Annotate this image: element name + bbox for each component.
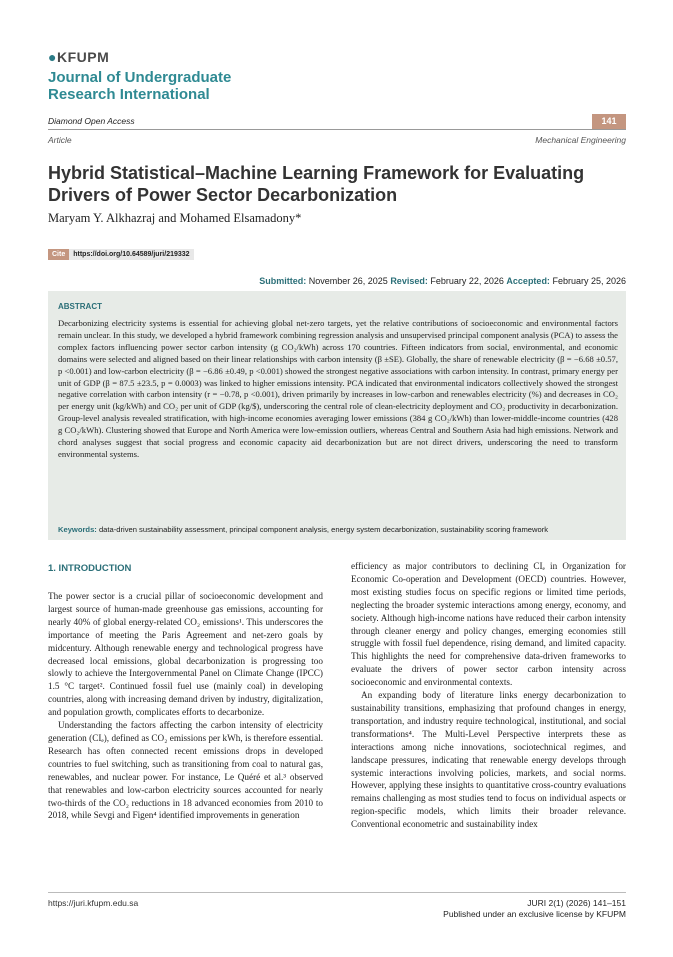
page-number-badge: 141: [592, 114, 626, 129]
paper-authors: Maryam Y. Alkhazraj and Mohamed Elsamadony*: [48, 211, 302, 225]
abstract-text: Decarbonizing electricity systems is essential for achieving global net-zero targets, yet the relative contributions of socioeconomic and environmental factors remain unclear. In this study, we developed a hybrid framework combining regression analysis and unsupervised principal component analysis (PCA) to assess the complex factors influencing power sector carbon intensity (g CO₂/kWh) across 170 countries. Fifteen indicators from social, environmental, and economic domains were selected and aligned based on their linear relationships with carbon intensity (β ±SE). Globally, the share of renewable electricity (β = −6.68 ±0.57, p <0.001) and low-carbon electricity (β = −6.86 ±0.49, p <0.001) showed the strongest negative associations with carbon intensity. In contrast, primary energy per unit of GDP (β = 87.5 ±23.5, p = 0.0003) was linked to higher emissions intensity. PCA indicated that environmental indicators collectively showed the strongest negative correlation with carbon intensity (r = −0.78, p <0.001), driven primarily by increases in low-carbon and renewables electricity (%) and decreases in CO₂ per energy unit (kg/kWh) and CO₂ per unit of GDP (kg/$), underscoring the central role of clean-electricity deployment and CO₂ productivity in decarbonization. Group-level analysis revealed stratification, with high-income economies averaging lower emissions (384 g CO₂/kWh) than lower-middle-income countries (428 g CO₂/kWh). Clustering showed that Europe and North America were low-emission outliers, whereas Central and Southern Asia had high emissions. Network and chord analyses suggest that social progress and economic capacity aid decarbonization but are not direct drivers, underscoring the need to transform environmental systems.: [58, 318, 618, 459]
paragraph: Understanding the factors affecting the carbon intensity of electricity generation (CIₑ), defined as CO₂ emissions per kWh, is therefore essential. Research has often connected recent emissions drops in developed countries to fuel switching, such as transitioning from coal to natural gas, renewables, and nuclear power. For instance, Le Quéré et al.³ observed that renewables and low-carbon electricity sources accounted for nearly two-thirds of the CO₂ reductions in 18 advanced economies from 2010 to 2018, while Sevgi and Figen⁴ identified improvements in generation: [48, 720, 323, 821]
header-divider: [48, 129, 626, 130]
article-field: Mechanical Engineering: [535, 135, 626, 145]
kfupm-logo: ●KFUPM: [48, 49, 110, 65]
abstract-heading: ABSTRACT: [58, 302, 102, 311]
section-heading-introduction: 1. INTRODUCTION: [48, 563, 132, 574]
doi-link[interactable]: https://doi.org/10.64589/juri/219332: [69, 249, 193, 260]
keywords-line: Keywords: data-driven sustainability assessment, principal component analysis, energy system decarbonization, sustainability scoring framework: [58, 525, 549, 534]
submission-dates: Submitted: November 26, 2025 Revised: February 22, 2026 Accepted: February 25, 2026: [259, 276, 626, 286]
paragraph: The power sector is a crucial pillar of socioeconomic development and largest source of human-made greenhouse gas emissions, accounting for nearly 40% of global energy-related CO₂ emissions¹. This underscores the importance of meeting the Paris Agreement and net-zero goals by midcentury. Although renewable energy and technological progress have decreased local emissions, global decarbonization is progressing too slowly to achieve the Intergovernmental Panel on Climate Change (IPCC) 1.5 °C target². Continued fossil fuel use (mainly coal) in developing countries, along with increasing demand driven by industry, digitalization, and population growth, complicates efforts to decarbonize.: [48, 591, 323, 718]
paragraph: An expanding body of literature links energy decarbonization to sustainability transitions, emphasizing that profound changes in energy, transportation, and industry require technological, institutional, and social transformations⁴. The Multi-Level Perspective interprets these as interactions among niche innovations, sociotechnical regimes, and landscape pressures, indicating that renewable energy develops through systemic interactions involving policies, markets, and social norms. However, applying these insights to quantitative cross-country evaluations remains challenging as most studies tend to focus on individual aspects or region-specific models, which limits their broader relevance. Conventional econometric and sustainability index: [351, 690, 626, 830]
article-type: Article: [48, 135, 72, 145]
paragraph: efficiency as major contributors to declining CIₑ in Organization for Economic Co-operation and Development (OECD) countries. However, most existing studies focus on specific regions or limited time periods, neglecting the broader systemic interactions among energy, economy, and society. Although high-income nations have reduced their carbon intensity through cleaner energy and policy changes, emerging economies still struggle with fossil fuel dependence, rising demand, and limited capacity. This highlights the need for comprehensive data-driven frameworks to evaluate the drivers of power sector carbon intensity across socioeconomic and environmental contexts.: [351, 561, 626, 688]
journal-name[interactable]: Journal of Undergraduate Research International: [48, 69, 232, 103]
footer-divider: [48, 892, 626, 893]
paper-title: Hybrid Statistical–Machine Learning Framework for Evaluating Drivers of Power Sector Decarbonization: [48, 163, 585, 205]
footer-citation: JURI 2(1) (2026) 141–151 Published under an exclusive license by KFUPM: [443, 898, 626, 919]
footer-url-link[interactable]: https://juri.kfupm.edu.sa: [48, 898, 139, 908]
open-access-label: Diamond Open Access: [48, 116, 135, 126]
body-column-right: [351, 560, 626, 831]
cite-label: Cite: [48, 249, 69, 260]
cite-badge[interactable]: [48, 249, 194, 260]
body-column-left: [48, 590, 323, 822]
